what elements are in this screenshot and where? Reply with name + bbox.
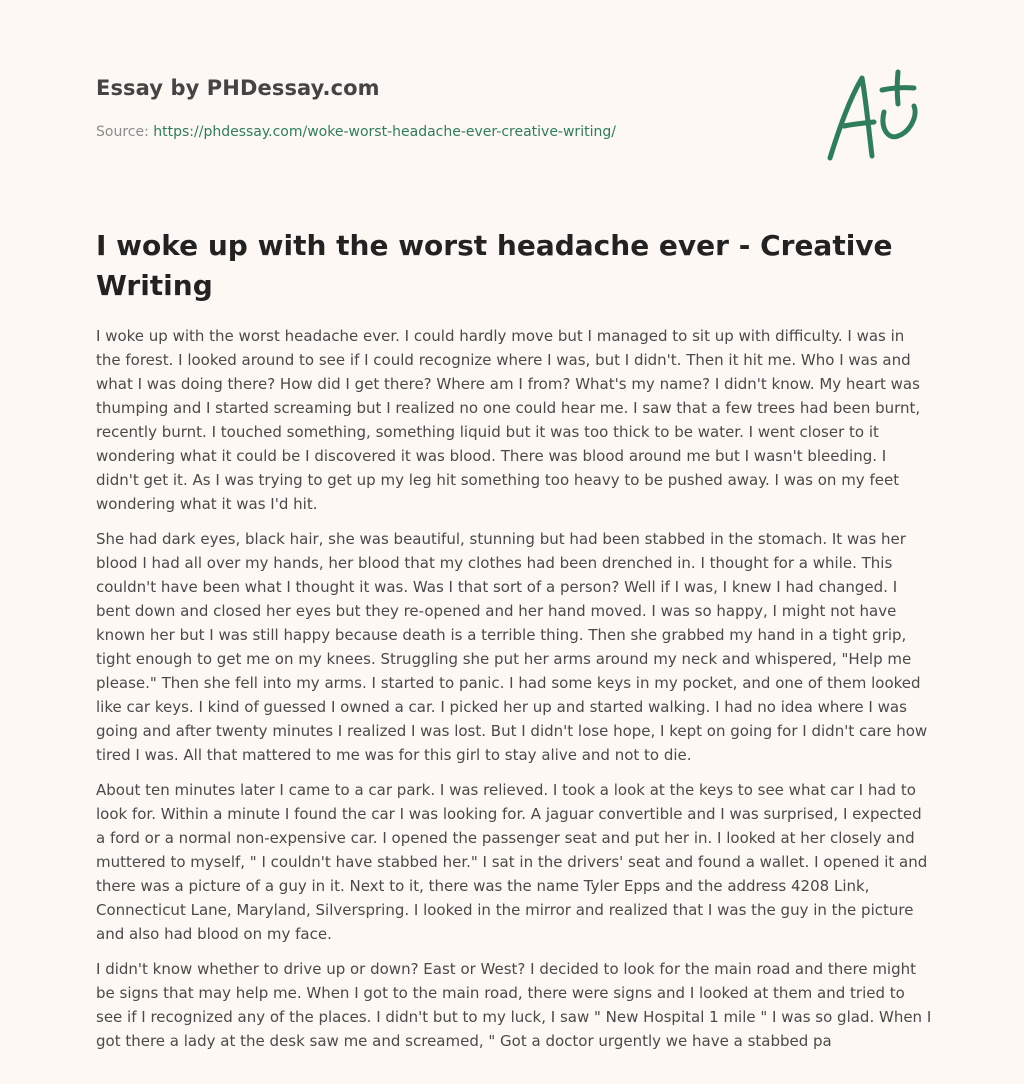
essay-paragraph: I woke up with the worst headache ever. I could hardly move but I managed to sit up with difficulty. I was in the forest. I looked around to see if I could recognize where I was, but I didn't. Then it hit me. Who I was and what I was doing there? How did I get there? Where am I from? What's my name? I didn't know. My heart was thumping and I started screaming but I realized no one could hear me. I saw that a few trees had been burnt, recently burnt. I touched something, something liquid but it was too thick to be water. I went closer to it wondering what it could be I discovered it was blood. There was blood around me but I wasn't bleeding. I didn't get it. As I was trying to get up my leg hit something too heavy to be pushed away. I was on my feet wondering what it was I'd hit. [96, 327, 921, 513]
a-plus-logo-icon [822, 66, 932, 166]
source-link[interactable]: https://phdessay.com/woke-worst-headache-ever-creative-writing/ [153, 124, 616, 140]
essay-body [96, 324, 932, 1064]
brand-title: Essay by PHDessay.com [96, 76, 380, 100]
essay-title: I woke up with the worst headache ever - Creative Writing [96, 229, 893, 302]
essay-paragraph: About ten minutes later I came to a car park. I was relieved. I took a look at the keys to see what car I had to look for. Within a minute I found the car I was looking for. A jaguar convertible and I was surprised, I expected a ford or a normal non-expensive car. I opened the passenger seat and put her in. I looked at her closely and muttered to myself, " I couldn't have stabbed her." I sat in the drivers' seat and found a wallet. I opened it and there was a picture of a guy in it. Next to it, there was the name Tyler Epps and the address 4208 Link, Connecticut Lane, Maryland, Silverspring. I looked in the mirror and realized that I was the guy in the picture and also had blood on my face. [96, 781, 928, 943]
source-line [96, 124, 616, 140]
essay-paragraph: She had dark eyes, black hair, she was beautiful, stunning but had been stabbed in the stomach. It was her blood I had all over my hands, her blood that my clothes had been drenched in. I thought for a while. This couldn't have been what I thought it was. Was I that sort of a person? Well if I was, I knew I had changed. I bent down and closed her eyes but they re-opened and her hand moved. I was so happy, I might not have known her but I was still happy because death is a terrible thing. Then she grabbed my hand in a tight grip, tight enough to get me on my knees. Struggling she put her arms around my neck and whispered, "Help me please." Then she fell into my arms. I started to panic. I had some keys in my pocket, and one of them looked like car keys. I kind of guessed I owned a car. I picked her up and started walking. I had no idea where I was going and after twenty minutes I realized I was lost. But I didn't lose hope, I kept on going for I didn't care how tired I was. All that mattered to me was for this girl to stay alive and not to die. [96, 530, 928, 764]
source-label: Source: [96, 124, 154, 140]
essay-paragraph: I didn't know whether to drive up or down? East or West? I decided to look for the main road and there might be signs that may help me. When I got to the main road, there were signs and I looked at them and tried to see if I recognized any of the places. I didn't but to my luck, I saw " New Hospital 1 mile " I was so glad. When I got there a lady at the desk saw me and screamed, " Got a doctor urgently we have a stabbed pa [96, 960, 932, 1050]
